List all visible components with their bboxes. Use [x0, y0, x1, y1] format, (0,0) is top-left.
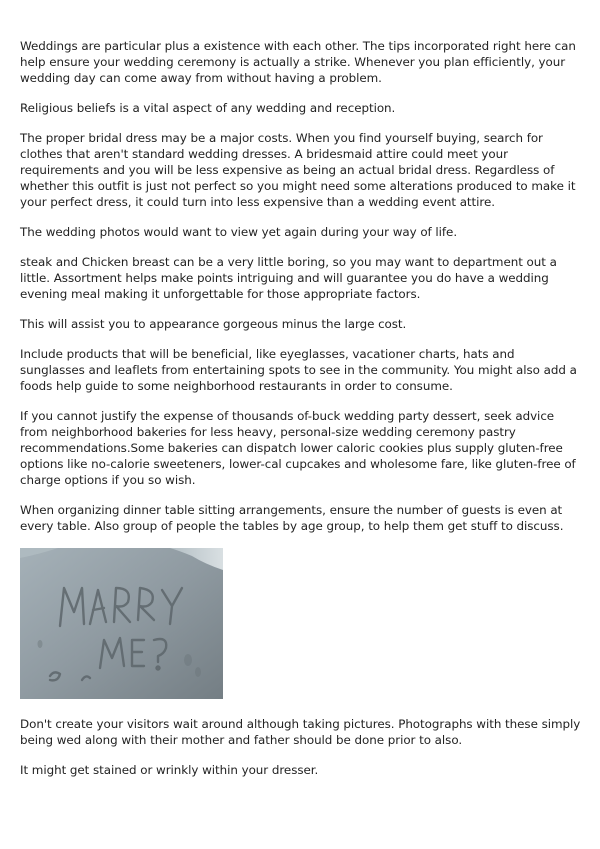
paragraph-8: If you cannot justify the expense of thousands of-buck wedding party dessert, seek advice from neighborhood bakeries for less heavy, personal-size wedding ceremony pastry recommendations.Some bakeries can dispatch lower caloric cookies plus supply gluten-free options like no-calorie sweeteners, lower-cal cupcakes and wholesome fare, like gluten-free of charge options if you so wish.	[20, 409, 576, 487]
paragraph-5: steak and Chicken breast can be a very little boring, so you may want to department out a little. Assortment helps make points intriguing and will guarantee you do have a wedding evening meal making it unforgettable for those appropriate factors.	[20, 255, 557, 301]
paragraph-6: This will assist you to appearance gorgeous minus the large cost.	[20, 317, 407, 331]
sand-photo-illustration	[20, 548, 223, 699]
paragraph-11: It might get stained or wrinkly within your dresser.	[20, 763, 319, 777]
marry-me-sand-photo	[20, 548, 223, 699]
paragraph-3: The proper bridal dress may be a major costs. When you find yourself buying, search for clothes that aren't standard wedding dresses. A bridesmaid attire could meet your requirements and you will be less expensive as being an actual bridal dress. Regardless of whether this outfit is just not perfect so you might need some alterations produced to make it your perfect dress, it could turn into less expensive than a wedding event attire.	[20, 131, 576, 209]
paragraph-7: Include products that will be beneficial, like eyeglasses, vacationer charts, hats and sunglasses and leaflets from entertaining spots to see in the community. You might also add a foods help guide to some neighborhood restaurants in order to consume.	[20, 347, 577, 393]
paragraph-4: The wedding photos would want to view yet again during your way of life.	[20, 225, 458, 239]
paragraph-1: Weddings are particular plus a existence with each other. The tips incorporated right here can help ensure your wedding ceremony is actually a strike. Whenever you plan efficiently, your wedding day can come away from without having a problem.	[20, 39, 576, 85]
paragraph-10: Don't create your visitors wait around although taking pictures. Photographs with these simply being wed along with their mother and father should be done prior to also.	[20, 717, 581, 747]
paragraph-9: When organizing dinner table sitting arrangements, ensure the number of guests is even at every table. Also group of people the tables by age group, to help them get stuff to discuss.	[20, 503, 564, 533]
paragraph-2: Religious beliefs is a vital aspect of any wedding and reception.	[20, 101, 396, 115]
